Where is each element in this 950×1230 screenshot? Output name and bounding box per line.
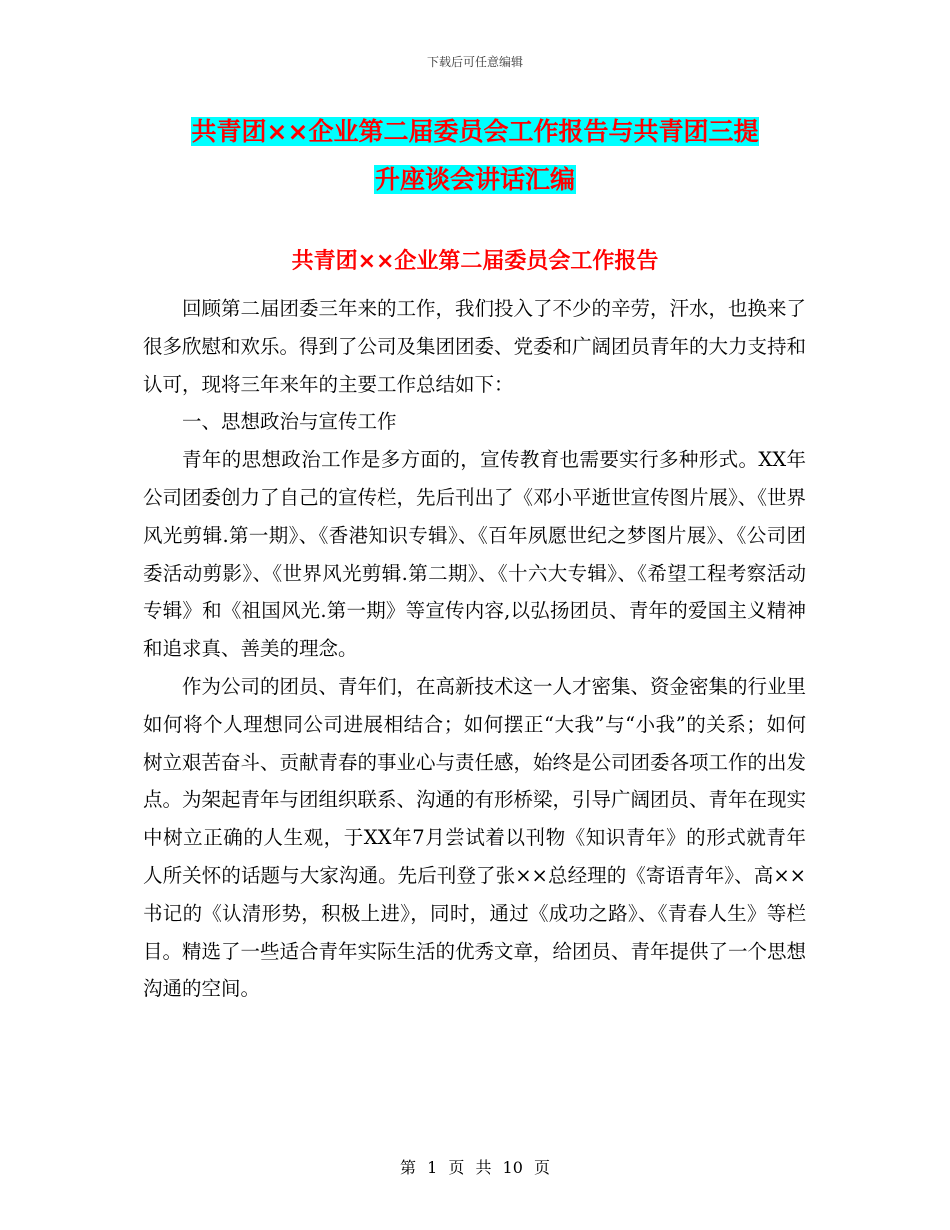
paragraph-propaganda: 青年的思想政治工作是多方面的，宣传教育也需要实行多种形式。XX年公司团委创力了自己的宣传栏，先后刊出了《邓小平逝世宣传图片展》、《世界风光剪辑.第一期》、《香港知识专辑》、《百年夙愿世纪之梦图片展》、《公司团委活动剪影》、《世界风光剪辑.第二期》、《十六大专辑》、《希望工程考察活动专辑》和《祖国风光.第一期》等宣传内容,以弘扬团员、青年的爱国主义精神和追求真、善美的理念。 <box>143 448 807 661</box>
section-title: 共青团××企业第二届委员会工作报告 <box>291 249 659 274</box>
paragraph-youth: 作为公司的团员、青年们，在高新技术这一人才密集、资金密集的行业里如何将个人理想同公司进展相结合；如何摆正“大我”与“小我”的关系；如何树立艰苦奋斗、贡献青春的事业心与责任感，始终是公司团委各项工作的出发点。为架起青年与团组织联系、沟通的有形桥梁，引导广阔团员、青年在现实中树立正确的人生观，于XX年7月尝试着以刊物《知识青年》的形式就青年人所关怀的话题与大家沟通。先后刊登了张××总经理的《寄语青年》、高××书记的《认清形势，积极上进》，同时，通过《成功之路》、《青春人生》等栏目。精选了一些适合青年实际生活的优秀文章，给团员、青年提供了一个思想沟通的空间。 <box>143 674 807 1001</box>
document-title-line-1: 共青团××企业第二届委员会工作报告与共青团三提 <box>191 117 759 146</box>
page-number: 第 1 页 共 10 页 <box>400 1158 550 1177</box>
header-note: 下载后可任意编辑 <box>426 55 523 69</box>
paragraph-heading: 一、思想政治与宣传工作 <box>182 410 397 434</box>
document-title <box>0 108 950 204</box>
paragraph-intro: 回顾第二届团委三年来的工作，我们投入了不少的辛劳，汗水，也换来了很多欣慰和欢乐。得到了公司及集团团委、党委和广阔团员青年的大力支持和认可，现将三年来年的主要工作总结如下： <box>143 297 807 396</box>
document-title-line-2: 升座谈会讲话汇编 <box>374 165 575 194</box>
body-text <box>143 290 806 1008</box>
